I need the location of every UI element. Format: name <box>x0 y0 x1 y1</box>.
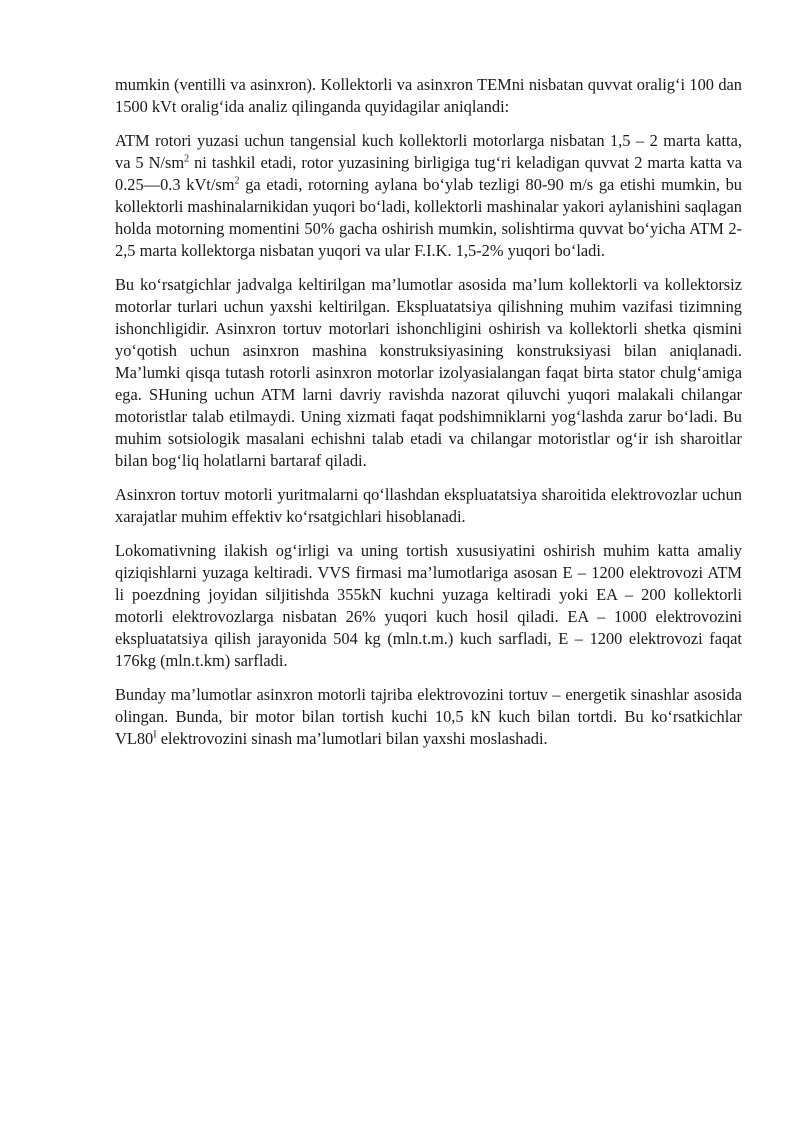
paragraph-text: Lokomativning ilakish og‘irligi va uning tortish xususiyatini oshirish muhim katta amaliy qiziqishlarni yuzaga keltiradi. VVS firmasi ma’lumotlariga asosan E – 1200 elektrovozi ATM li poezdning joyidan siljitishda 355kN kuchni yuzaga keltiradi yoki EA – 200 kollektorli motorli elektrovozlarga nisbatan 26% yuqori kuch hosil qiladi. EA – 1000 elektrovozini ekspluatatsiya qilish jarayonida 504 kg (mln.t.m.) kuch sarfladi, E – 1200 elektrovozi faqat 176kg (mln.t.km) sarfladi. <box>115 541 742 670</box>
paragraph-4 <box>115 484 742 528</box>
paragraph-2 <box>115 130 742 262</box>
paragraph-text: mumkin (ventilli va asinxron). Kollektorli va asinxron TEMni nisbatan quvvat oralig‘i 100 dan 1500 kVt oralig‘ida analiz qilinganda quyidagilar aniqlandi: <box>115 75 742 116</box>
paragraph-text: Bunday ma’lumotlar asinxron motorli tajriba elektrovozini tortuv – energetik sinashlar asosida olingan. Bunda, bir motor bilan tortish kuchi 10,5 kN kuch bilan tortdi. Bu ko‘rsatkichlar VL80 <box>115 685 742 748</box>
paragraph-text: Bu ko‘rsatgichlar jadvalga keltirilgan ma’lumotlar asosida ma’lum kollektorli va kollektorsiz motorlar turlari uchun yaxshi keltirilgan. Ekspluatatsiya qilishning muhim vazifasi tizimning ishonchligidir. Asinxron tortuv motorlari ishonchligini oshirish va kollektorli shetka qismini yo‘qotish uchun asinxron mashina konstruksiyasining konstruksiyasi bilan aniqlanadi. Ma’lumki qisqa tutash rotorli asinxron motorlar izolyasialangan faqat birta stator chulg‘amiga ega. SHuning uchun ATM larni davriy ravishda nazorat qiluvchi yuqori malakali chilangar motoristlar talab etilmaydi. Uning xizmati faqat podshimniklarni yog‘lashda zarur bo‘ladi. Bu muhim sotsiologik masalani echishni talab etadi va chilangar motoristlar og‘ir ish sharoitlar bilan bog‘liq holatlarni bartaraf qiladi. <box>115 275 742 470</box>
paragraph-6 <box>115 684 742 750</box>
paragraph-text: Asinxron tortuv motorli yuritmalarni qo‘llashdan ekspluatatsiya sharoitida elektrovozlar uchun xarajatlar muhim effektiv ko‘rsatgichlari hisoblanadi. <box>115 485 742 526</box>
paragraph-3 <box>115 274 742 472</box>
paragraph-text: elektrovozini sinash ma’lumotlari bilan yaxshi moslashadi. <box>156 729 548 748</box>
superscript: 2 <box>234 175 240 187</box>
paragraph-text: ni tashkil etadi, rotor yuzasining birligiga tug‘ri keladigan quvvat 2 marta katta va 0.25—0.3 kVt/sm <box>115 153 742 194</box>
paragraph-text: ga etadi, rotorning aylana bo‘ylab tezligi 80-90 m/s ga etishi mumkin, bu kollektorli mashinalarnikidan yuqori bo‘ladi, kollektorli mashinalar yakori aylanishini saqlagan holda motorning momentini 50% gacha oshirish mumkin, solishtirma quvvat bo‘yicha ATM 2-2,5 marta kollektorga nisbatan yuqori va ular F.I.K. 1,5-2% yuqori bo‘ladi. <box>115 175 742 260</box>
paragraph-text: ATM rotori yuzasi uchun tangensial kuch kollektorli motorlarga nisbatan 1,5 – 2 marta katta, va 5 N/sm <box>115 131 742 172</box>
paragraph-5 <box>115 540 742 672</box>
superscript: I <box>153 729 157 741</box>
superscript: 2 <box>184 153 190 165</box>
paragraph-1 <box>115 74 742 118</box>
